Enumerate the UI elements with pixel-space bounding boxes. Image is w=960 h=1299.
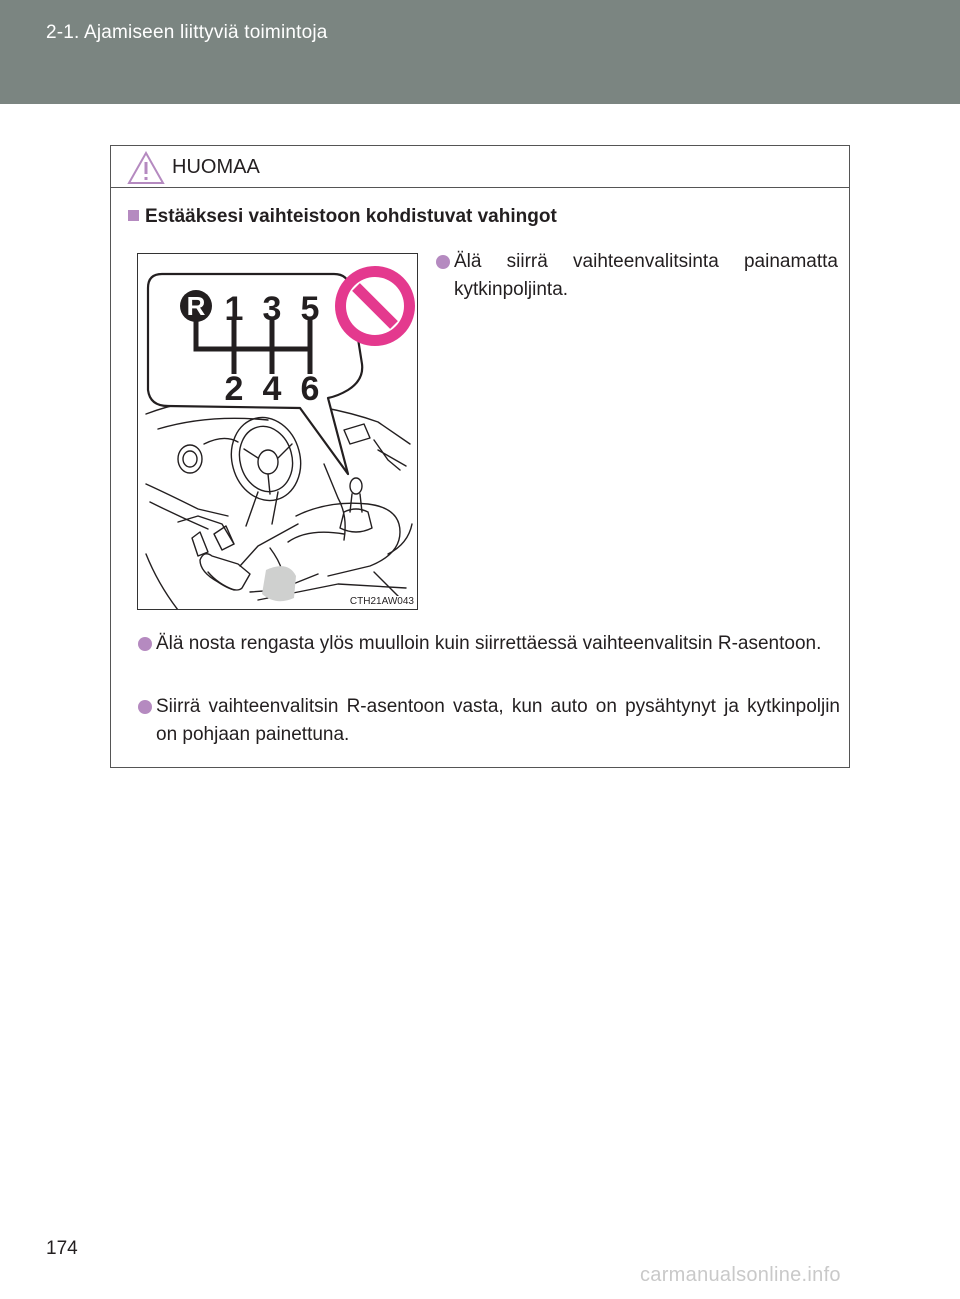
notice-header — [111, 146, 849, 188]
bullet-text: Älä nosta rengasta ylös muulloin kuin siirrettäessä vaihteenvalitsin R-asentoon. — [156, 633, 822, 654]
watermark[interactable]: carmanualsonline.info — [640, 1264, 841, 1286]
page-number: 174 — [46, 1238, 78, 1259]
gear-label-4: 4 — [262, 370, 282, 408]
gearshift-illustration — [137, 253, 418, 610]
bullet-item — [138, 630, 840, 658]
no-entry-icon — [335, 266, 415, 346]
notice-box — [110, 145, 850, 768]
figure-code: CTH21AW043 — [349, 596, 414, 607]
bullet-item — [138, 693, 840, 749]
bullet-dot-icon — [436, 255, 450, 269]
bullet-item — [436, 248, 838, 304]
warning-triangle-icon — [127, 151, 165, 185]
bullet-text: Siirrä vaihteenvalitsin R-asentoon vasta, kun auto on pysähtynyt ja kytkinpoljin on pohjaan painettuna. — [156, 696, 840, 745]
bullet-dot-icon — [138, 637, 152, 651]
section-heading — [128, 206, 557, 228]
gear-label-5: 5 — [300, 290, 320, 328]
gear-label-6: 6 — [300, 370, 320, 408]
gear-label-1: 1 — [224, 290, 244, 328]
bullet-text: Älä siirrä vaihteenvalitsinta painamatta kytkinpoljinta. — [454, 251, 838, 300]
notice-title: HUOMAA — [172, 156, 260, 178]
header-band — [0, 0, 960, 104]
bullet-dot-icon — [138, 700, 152, 714]
gearshift-drawing — [138, 254, 418, 610]
gear-label-3: 3 — [262, 290, 282, 328]
gear-label-r: R — [186, 291, 206, 321]
section-heading-text: Estääksesi vaihteistoon kohdistuvat vahingot — [145, 206, 557, 227]
gear-label-2: 2 — [224, 370, 244, 408]
square-bullet-icon — [128, 210, 139, 221]
section-breadcrumb: 2-1. Ajamiseen liittyviä toimintoja — [46, 22, 328, 43]
